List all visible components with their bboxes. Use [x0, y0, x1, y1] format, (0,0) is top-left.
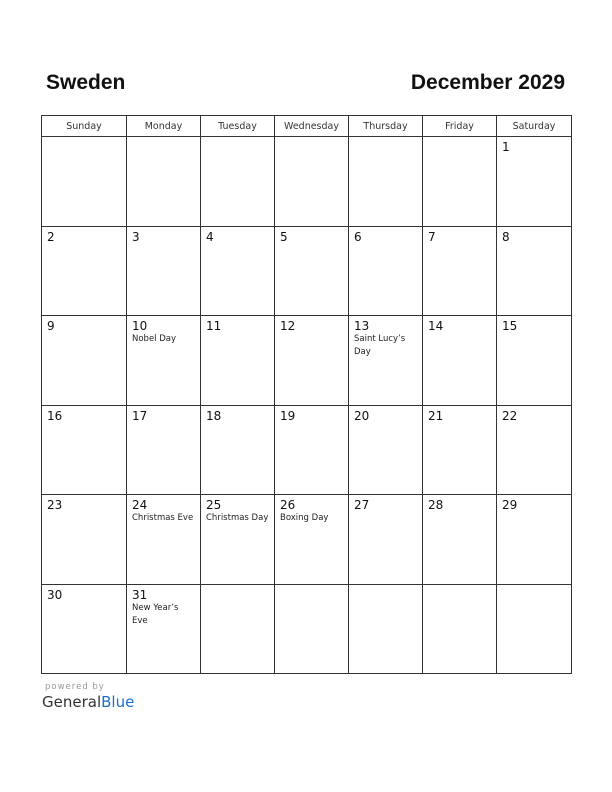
day-number: 28	[428, 498, 444, 512]
brand-general: General	[42, 693, 102, 711]
day-number: 1	[502, 140, 510, 154]
week-row	[42, 495, 572, 585]
day-cell	[423, 405, 497, 495]
holiday-label: New Year’s Eve	[132, 602, 179, 626]
holiday-label: Saint Lucy’s Day	[354, 334, 406, 357]
day-number: 9	[47, 319, 55, 333]
week-row	[42, 226, 572, 316]
day-cell	[423, 584, 497, 674]
holiday-label: Christmas Eve	[132, 513, 194, 523]
calendar-grid	[41, 115, 572, 674]
week-row	[42, 137, 572, 227]
day-cell	[201, 226, 275, 316]
day-cell	[497, 137, 572, 227]
day-number: 27	[354, 498, 370, 512]
holiday-label: Nobel Day	[132, 334, 177, 344]
day-number: 15	[502, 319, 518, 333]
week-row	[42, 584, 572, 674]
day-number: 11	[206, 319, 222, 333]
day-cell	[201, 405, 275, 495]
day-number: 17	[132, 408, 148, 423]
generalblue-logo[interactable]	[42, 693, 134, 711]
day-number: 21	[428, 408, 444, 423]
day-cell	[497, 405, 572, 495]
day-cell	[42, 226, 127, 316]
day-cell	[42, 405, 127, 495]
day-cell	[349, 226, 423, 316]
week-row	[42, 316, 572, 406]
day-cell	[127, 137, 201, 227]
day-cell	[349, 405, 423, 495]
day-cell	[275, 137, 349, 227]
day-cell	[275, 405, 349, 495]
day-cell	[201, 584, 275, 674]
day-cell	[42, 584, 127, 674]
day-number: 19	[280, 408, 296, 423]
day-cell	[349, 137, 423, 227]
day-number: 7	[428, 229, 436, 244]
day-cell	[349, 495, 423, 585]
brand-blue: Blue	[101, 693, 135, 711]
day-number: 4	[206, 229, 214, 244]
day-cell	[127, 405, 201, 495]
day-number: 23	[47, 498, 63, 512]
day-number: 30	[47, 587, 63, 602]
day-cell	[42, 316, 127, 406]
day-cell	[497, 584, 572, 674]
day-number: 31	[132, 587, 148, 602]
day-number: 14	[428, 319, 444, 333]
day-cell	[127, 584, 201, 674]
day-cell	[201, 316, 275, 406]
country-title: Sweden	[46, 71, 126, 94]
day-number: 16	[47, 408, 63, 423]
day-cell	[497, 226, 572, 316]
day-cell	[201, 137, 275, 227]
month-year-title: December 2029	[410, 71, 565, 94]
day-number: 20	[354, 408, 370, 423]
day-cell	[201, 495, 275, 585]
weekday-header: Monday	[127, 116, 201, 137]
day-cell	[349, 316, 423, 406]
day-cell	[275, 495, 349, 585]
weekday-header: Tuesday	[201, 116, 275, 137]
day-cell	[127, 226, 201, 316]
day-cell	[349, 584, 423, 674]
day-cell	[497, 316, 572, 406]
day-number: 5	[280, 229, 288, 244]
weekday-header: Friday	[423, 116, 497, 137]
day-number: 13	[354, 319, 370, 333]
day-cell	[275, 584, 349, 674]
powered-by-text: powered by	[45, 682, 105, 692]
day-number: 6	[354, 229, 362, 244]
day-cell	[423, 226, 497, 316]
day-number: 12	[280, 319, 296, 333]
weekday-header: Sunday	[42, 116, 127, 137]
day-number: 3	[132, 229, 140, 244]
day-number: 22	[502, 408, 518, 423]
holiday-label: Christmas Day	[206, 513, 269, 523]
weekday-header-row	[42, 116, 572, 137]
weekday-header: Saturday	[497, 116, 572, 137]
day-cell	[423, 495, 497, 585]
day-cell	[42, 495, 127, 585]
day-cell	[127, 316, 201, 406]
day-number: 24	[132, 498, 148, 512]
week-row	[42, 405, 572, 495]
weekday-header: Wednesday	[275, 116, 349, 137]
weekday-header: Thursday	[349, 116, 423, 137]
day-cell	[275, 316, 349, 406]
day-cell	[127, 495, 201, 585]
day-number: 18	[206, 408, 222, 423]
day-cell	[42, 137, 127, 227]
day-number: 8	[502, 229, 510, 244]
holiday-label: Boxing Day	[280, 513, 329, 523]
day-cell	[423, 137, 497, 227]
day-number: 26	[280, 498, 296, 512]
day-number: 29	[502, 498, 518, 512]
day-cell	[275, 226, 349, 316]
day-cell	[423, 316, 497, 406]
day-cell	[497, 495, 572, 585]
day-number: 25	[206, 498, 222, 512]
day-number: 2	[47, 229, 55, 244]
day-number: 10	[132, 319, 148, 333]
